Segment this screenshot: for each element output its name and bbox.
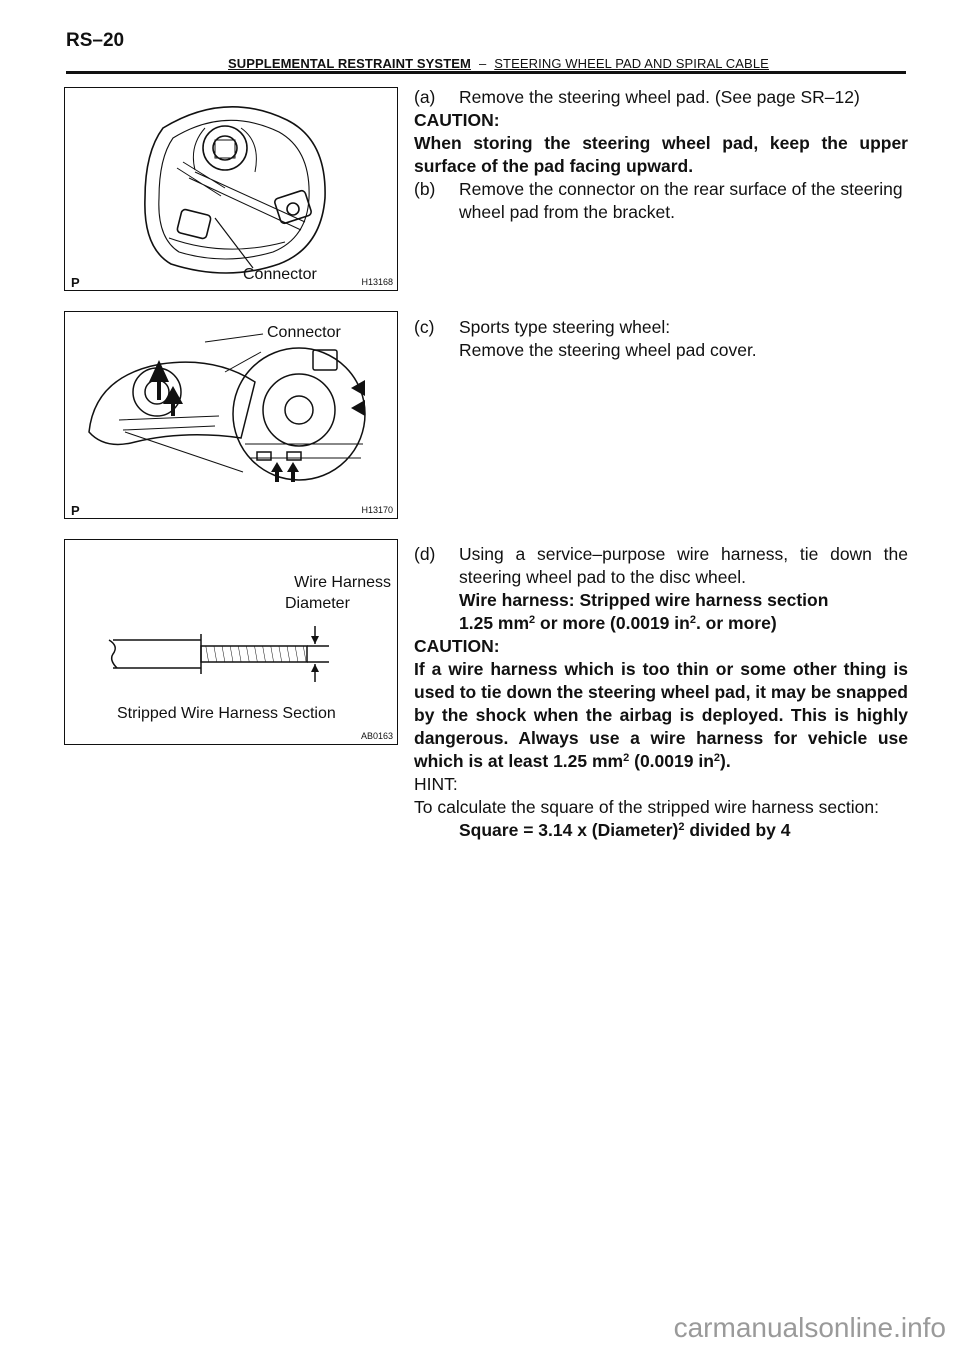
- step-a: [414, 86, 908, 109]
- header-title: [228, 56, 769, 71]
- step-c: [414, 316, 908, 339]
- caution-text: If a wire harness which is too thin or some other thing is used to tie down the steering wheel pad, it may be snapped by the shock when the airbag is deployed. This is highly dangerous. Always use a wire harness for vehicle use which is at least 1.25 $mm^2$ (0.0019 $in^2$).: [414, 659, 908, 771]
- step-b: [414, 178, 908, 224]
- subsection-title: STEERING WHEEL PAD AND SPIRAL CABLE: [494, 56, 769, 71]
- page-code: RS–20: [66, 30, 125, 51]
- header-separator: –: [478, 56, 487, 71]
- steering-pad-rear-illustration: [65, 88, 399, 292]
- figure-sports-steering-wheel: [64, 311, 398, 519]
- figure-code: H13168: [361, 277, 393, 287]
- caution-title: CAUTION:: [414, 636, 500, 656]
- connector-label: Connector: [243, 266, 317, 283]
- spec-line-1: Wire harness: Stripped wire harness section: [459, 590, 829, 610]
- diameter-label: Diameter: [285, 595, 350, 612]
- figure-connector-rear: [64, 87, 398, 291]
- step-text: Using a service–purpose wire harness, tie down the steering wheel pad to the disc wheel.: [459, 544, 908, 587]
- connector-label: Connector: [267, 324, 341, 341]
- step-text: Remove the connector on the rear surface of the steering wheel pad from the bracket.: [459, 179, 903, 222]
- text-block-pad-removal: [414, 86, 908, 224]
- step-text: Sports type steering wheel:: [459, 317, 671, 337]
- wire-harness-label: Wire Harness: [294, 574, 391, 591]
- text-block-sports-type: [414, 316, 908, 362]
- section-title: SUPPLEMENTAL RESTRAINT SYSTEM: [228, 56, 471, 71]
- figure-wire-harness: [64, 539, 398, 745]
- header-rule: [66, 71, 906, 74]
- hint-title: HINT:: [414, 774, 458, 794]
- step-key: (a): [414, 87, 436, 107]
- figure-marker-p: P: [71, 275, 80, 290]
- step-key: (b): [414, 179, 436, 199]
- hint-text: To calculate the square of the stripped wire harness section:: [414, 797, 879, 817]
- step-key: (d): [414, 544, 436, 564]
- caution-title: CAUTION:: [414, 110, 500, 130]
- watermark: carmanualsonline.info: [673, 1312, 946, 1343]
- sports-wheel-illustration: [65, 312, 399, 520]
- formula: Square = 3.14 x (Diameter)$^2$ divided by 4: [459, 820, 791, 840]
- figure-code: AB0163: [360, 731, 393, 741]
- step-key: (c): [414, 317, 435, 337]
- step-text-line2: Remove the steering wheel pad cover.: [459, 340, 757, 360]
- caution-text: When storing the steering wheel pad, keep the upper surface of the pad facing upward.: [414, 133, 908, 176]
- figure-marker-p: P: [71, 503, 80, 518]
- figure-code: H13170: [361, 505, 393, 515]
- text-block-tie-down: [414, 543, 908, 842]
- step-text: Remove the steering wheel pad. (See page SR–12): [459, 87, 860, 107]
- stripped-section-label: Stripped Wire Harness Section: [117, 705, 336, 722]
- spec-line-2: 1.25 $mm^2$ or more (0.0019 $in^2$. or more): [459, 613, 777, 633]
- step-d: [414, 543, 908, 589]
